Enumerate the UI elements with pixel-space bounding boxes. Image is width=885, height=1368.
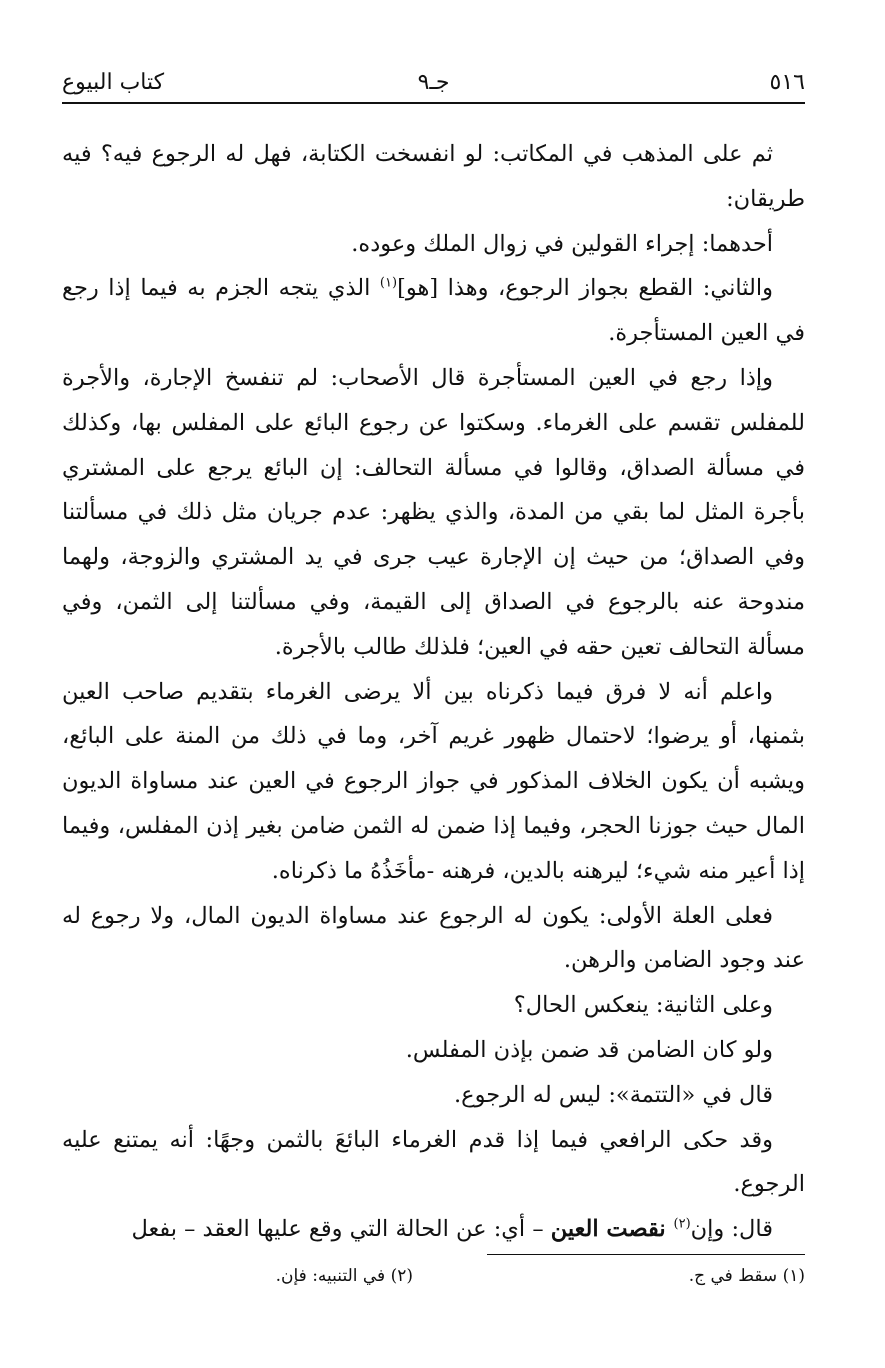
- paragraph-8: ولو كان الضامن قد ضمن بإذن المفلس.: [405, 1036, 773, 1063]
- page-header: [62, 64, 805, 104]
- paragraph-11-part-a: قال: وإن: [690, 1216, 773, 1243]
- paragraph-9: قال في «التتمة»: ليس له الرجوع.: [454, 1081, 773, 1108]
- footnote-ref-2: (٢): [673, 1216, 691, 1232]
- paragraph-3-part-a: والثاني: القطع بجواز الرجوع، وهذا [هو]: [397, 275, 773, 302]
- volume-label: جـ٩: [417, 70, 450, 95]
- header-divider: [62, 102, 805, 104]
- paragraph-2: أحدهما: إجراء القولين في زوال الملك وعوده.: [351, 230, 773, 257]
- paragraph-6: فعلى العلة الأولى: يكون له الرجوع عند مساواة الديون المال، ولا رجوع له عند وجود الضامن والرهن.: [62, 902, 805, 974]
- paragraph-5: واعلم أنه لا فرق فيما ذكرناه بين ألا يرضى الغرماء بتقديم صاحب العين بثمنها، أو يرضوا؛ لاحتمال ظهور غريم آخر، وما في ذلك من المنة على البائع، ويشبه أن يكون الخلاف المذكور في جواز الرجوع في العين عند مساواة الديون المال حيث جوزنا الحجر، وفيما إذا ضمن له الثمن ضامن بغير إذن المفلس، وفيما إذا أعير منه شيء؛ ليرهنه بالدين، فرهنه -مأخَذُهُ ما ذكرناه.: [62, 678, 805, 884]
- paragraph-3-part-b: الذي يتجه الجزم به فيما إذا رجع في العين المستأجرة.: [62, 275, 805, 347]
- page-number: ٥١٦: [769, 70, 805, 95]
- paragraph-3: [62, 266, 805, 356]
- paragraph-11: [62, 1207, 805, 1252]
- book-title: كتاب البيوع: [62, 70, 165, 95]
- paragraph-11-part-b: – أي: عن الحالة التي وقع عليها العقد – بفعل: [131, 1216, 551, 1243]
- paragraph-4: وإذا رجع في العين المستأجرة قال الأصحاب: لم تنفسخ الإجارة، والأجرة للمفلس تقسم على الغرماء. وسكتوا عن رجوع البائع على المفلس بها، وكذلك في مسألة الصداق، وقالوا في مسألة التحالف: إن البائع يرجع على المشتري بأجرة المثل لما بقي من المدة، والذي يظهر: عدم جريان مثل ذلك في مسألتنا وفي الصداق؛ من حيث إن الإجارة عيب جرى في يد المشتري والزوجة، ولهما مندوحة عنه بالرجوع في الصداق إلى القيمة، وفي مسألتنا إلى الثمن، وفي مسألة التحالف تعين حقه في العين؛ فلذلك طالب بالأجرة.: [62, 364, 805, 660]
- footnote-divider: [487, 1254, 805, 1255]
- paragraph-7: وعلى الثانية: ينعكس الحال؟: [513, 992, 773, 1019]
- paragraph-10: وقد حكى الرافعي فيما إذا قدم الغرماء البائعَ بالثمن وجهًا: أنه يمتنع عليه الرجوع.: [62, 1126, 805, 1198]
- footnotes: [62, 1266, 805, 1296]
- footnote-ref-1: (١): [379, 275, 398, 291]
- main-text: [62, 132, 805, 1252]
- matn-highlight: نقصت العين: [550, 1216, 674, 1243]
- paragraph-1: ثم على المذهب في المكاتب: لو انفسخت الكتابة، فهل له الرجوع فيه؟ فيه طريقان:: [62, 141, 805, 212]
- footnote-2: (٢) في التنبيه: فإن.: [275, 1266, 413, 1286]
- footnote-1: (١) سقط في ج.: [688, 1266, 805, 1286]
